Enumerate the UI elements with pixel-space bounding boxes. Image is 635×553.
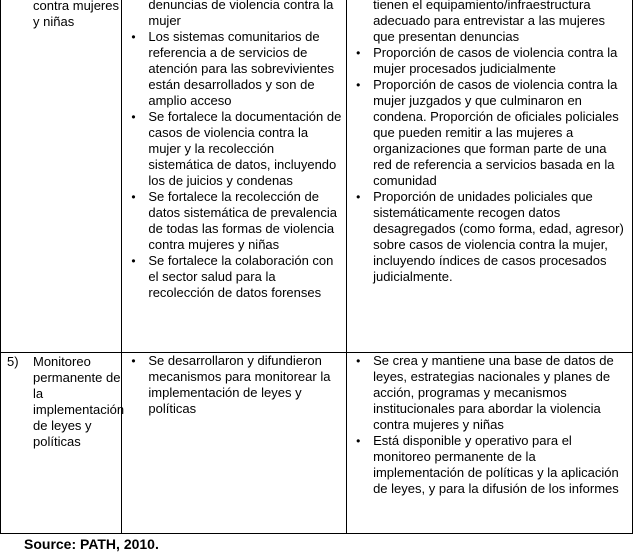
list-item-text: Se crea y mantiene una base de datos de leyes, estrategias nacionales y planes de acción, programas y mecanismos institucionales para abordar la violencia contra mujeres y niñas	[373, 353, 614, 432]
row1-col1-text-wrap	[1, 0, 121, 30]
list-item-text: Proporción de unidades policiales que sistemáticamente recogen datos desagregados (como forma, edad, agresor) sobre casos de violencia contra la mujer, incluyendo índices de casos procesados judicialmente.	[373, 189, 624, 284]
list-item-text: Proporción de casos de violencia contra la mujer procesados judicialmente	[373, 45, 618, 76]
row1-col2-list	[122, 0, 346, 301]
list-item	[122, 353, 346, 417]
list-item	[122, 29, 346, 109]
bullet-icon: •	[131, 190, 136, 204]
bullet-icon: •	[356, 434, 361, 448]
table-row	[1, 353, 633, 534]
list-item	[347, 353, 632, 433]
row1-col1-cell	[1, 0, 122, 353]
bullet-icon: •	[356, 46, 361, 60]
row2-col2-cell	[122, 353, 347, 534]
list-item	[347, 45, 632, 77]
row2-col1-text: Monitoreo permanente de la implementación de leyes y políticas	[33, 354, 125, 449]
list-item-text: Se desarrollaron y difundieron mecanismos para monitorear la implementación de leyes y políticas	[148, 353, 331, 416]
table-row	[1, 0, 633, 353]
row2-col1-text-wrap	[1, 353, 125, 450]
bullet-icon: •	[131, 254, 136, 268]
list-item-text: Se fortalece la recolección de datos sistemática de prevalencia de todas las formas de violencia contra mujeres y niñas	[148, 189, 337, 252]
list-item	[122, 109, 346, 189]
row1-col3-continued-text: tienen el equipamiento/infraestructura adecuado para entrevistar a las mujeres que presentan denuncias	[373, 0, 606, 44]
list-item-text: Se fortalece la colaboración con el sector salud para la recolección de datos forenses	[148, 253, 334, 300]
bullet-icon: •	[356, 190, 361, 204]
list-item-text: Los sistemas comunitarios de referencia a de servicios de atención para las sobrevivientes están desarrollados y son de amplio acceso	[148, 29, 335, 108]
list-item-continued	[347, 0, 632, 45]
list-item-continued	[122, 0, 346, 29]
source-caption: Source: PATH, 2010.	[24, 536, 159, 552]
row2-col3-cell	[347, 353, 633, 534]
row2-col3-list	[347, 353, 632, 497]
list-item	[122, 253, 346, 301]
row2-col2-list	[122, 353, 346, 417]
bullet-icon: •	[131, 354, 136, 368]
row1-col3-list	[347, 0, 632, 285]
bullet-icon: •	[356, 354, 361, 368]
list-item-text: Se fortalece la documentación de casos de violencia contra la mujer y la recolección sistemática de datos, incluyendo los de juicios y condenas	[148, 109, 342, 188]
bullet-icon: •	[356, 78, 361, 92]
list-item-text: Está disponible y operativo para el monitoreo permanente de la implementación de políticas y la aplicación de leyes, y para la difusión de los informes	[373, 433, 619, 496]
row1-col2-continued-text: denuncias de violencia contra la mujer	[148, 0, 334, 28]
row1-col3-cell	[347, 0, 633, 353]
row1-col2-cell	[122, 0, 347, 353]
row-number: 5)	[7, 354, 19, 369]
row2-col1-cell	[1, 353, 125, 534]
bullet-icon: •	[131, 30, 136, 44]
list-item	[347, 189, 632, 285]
bullet-icon: •	[131, 110, 136, 124]
list-item	[122, 189, 346, 253]
list-item-text: Proporción de casos de violencia contra la mujer juzgados y que culminaron en condena. Proporción de oficiales policiales que pueden remitir a las mujeres a organizaciones que forman parte de una red de referencia a servicios basada en la comunidad	[373, 77, 619, 188]
row1-col1-text: contra mujeres y niñas	[33, 0, 119, 29]
list-item	[347, 433, 632, 497]
list-item	[347, 77, 632, 189]
